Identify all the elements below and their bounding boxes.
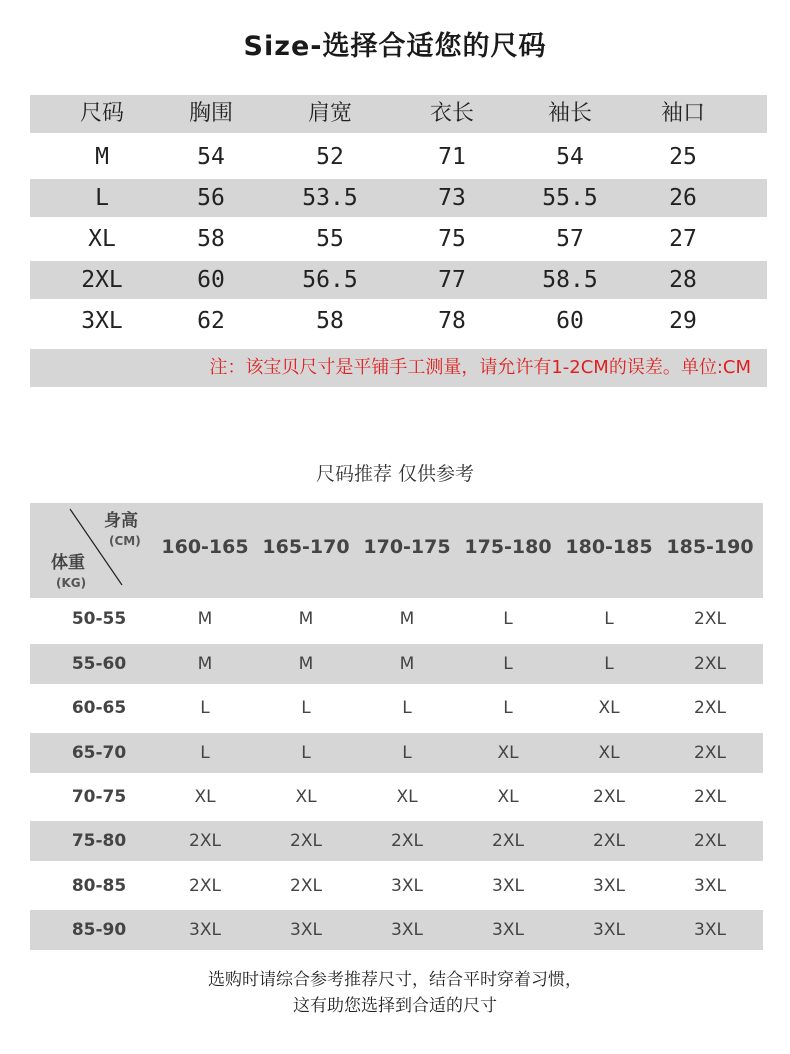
recommended-size-cell: M — [197, 654, 213, 674]
footer-text — [0, 967, 790, 1019]
corner-height-unit: (CM) — [109, 534, 141, 548]
recommended-size-cell: 2XL — [492, 831, 524, 851]
recommended-size-cell: 3XL — [593, 920, 625, 940]
recommended-size-cell: 3XL — [290, 920, 322, 940]
size-table-cell: 75 — [438, 226, 466, 252]
recommended-size-cell: M — [197, 609, 213, 629]
recommend-row — [30, 733, 763, 773]
recommended-size-cell: 3XL — [391, 876, 423, 896]
recommended-size-cell: XL — [396, 787, 418, 807]
recommended-size-cell: M — [399, 654, 415, 674]
recommend-subtitle: 尺码推荐 仅供参考 — [315, 463, 475, 485]
size-table-row — [30, 220, 767, 258]
recommended-size-cell: M — [298, 654, 314, 674]
size-table-cell: 27 — [669, 226, 697, 252]
size-table-row — [30, 302, 767, 340]
height-range-header: 160-165 — [161, 536, 249, 558]
weight-range-cell: 55-60 — [71, 654, 127, 674]
recommended-size-cell: 2XL — [189, 876, 221, 896]
size-table-row — [30, 261, 767, 299]
size-table-header-cell: 尺码 — [79, 101, 125, 126]
corner-height-label: 身高 — [104, 511, 138, 531]
size-table-cell: 77 — [438, 267, 466, 293]
recommended-size-cell: L — [402, 698, 412, 718]
recommended-size-cell: 2XL — [694, 654, 726, 674]
recommended-size-cell: L — [503, 654, 513, 674]
recommended-size-cell: L — [604, 654, 614, 674]
size-table-cell: 26 — [669, 185, 697, 211]
recommended-size-cell: 2XL — [593, 831, 625, 851]
height-range-header: 165-170 — [262, 536, 350, 558]
recommended-size-cell: XL — [295, 787, 317, 807]
footer-line-1: 选购时请综合参考推荐尺寸，结合平时穿着习惯， — [208, 970, 582, 990]
size-table-cell: 58 — [197, 226, 225, 252]
footer-line-2: 这有助您选择到合适的尺寸 — [293, 996, 497, 1016]
size-table-cell: 52 — [316, 144, 344, 170]
size-table-cell: 53.5 — [302, 185, 358, 211]
weight-range-cell: 80-85 — [71, 876, 127, 896]
recommend-row — [30, 910, 763, 950]
recommended-size-cell: 3XL — [492, 920, 524, 940]
size-table-row — [30, 138, 767, 176]
recommend-row — [30, 644, 763, 684]
corner-weight-label: 体重 — [51, 553, 85, 573]
recommended-size-cell: 2XL — [189, 831, 221, 851]
recommended-size-cell: XL — [194, 787, 216, 807]
size-table-cell: 2XL — [81, 267, 123, 293]
height-range-header: 180-185 — [565, 536, 653, 558]
size-table-cell: 56 — [197, 185, 225, 211]
recommended-size-cell: 3XL — [492, 876, 524, 896]
weight-range-cell: 70-75 — [71, 787, 127, 807]
size-table-cell: 62 — [197, 308, 225, 334]
height-range-header: 170-175 — [363, 536, 451, 558]
size-table-cell: 58 — [316, 308, 344, 334]
recommended-size-cell: 3XL — [391, 920, 423, 940]
size-table-cell: 78 — [438, 308, 466, 334]
height-range-header: 175-180 — [464, 536, 552, 558]
size-table-header-cell: 胸围 — [188, 101, 234, 126]
recommended-size-cell: 2XL — [694, 698, 726, 718]
size-table-cell: 29 — [669, 308, 697, 334]
recommend-row — [30, 866, 763, 906]
recommend-row — [30, 688, 763, 728]
weight-range-cell: 60-65 — [71, 698, 127, 718]
recommended-size-cell: 3XL — [694, 920, 726, 940]
measurement-note: 注：该宝贝尺寸是平铺手工测量，请允许有1-2CM的误差。单位:CM — [209, 357, 751, 378]
recommended-size-cell: XL — [598, 698, 620, 718]
recommended-size-cell: 3XL — [694, 876, 726, 896]
recommended-size-cell: 2XL — [694, 831, 726, 851]
recommended-size-cell: 2XL — [694, 609, 726, 629]
size-table-header-cell: 袖长 — [547, 101, 593, 126]
recommended-size-cell: L — [200, 698, 210, 718]
size-table-cell: L — [95, 185, 109, 211]
recommended-size-cell: L — [503, 698, 513, 718]
size-table-cell: 25 — [669, 144, 697, 170]
size-table-cell: 54 — [556, 144, 584, 170]
recommended-size-cell: XL — [497, 787, 519, 807]
recommended-size-cell: M — [298, 609, 314, 629]
recommended-size-cell: 3XL — [593, 876, 625, 896]
weight-range-cell: 50-55 — [71, 609, 127, 629]
weight-range-cell: 75-80 — [71, 831, 127, 851]
recommended-size-cell: L — [604, 609, 614, 629]
recommended-size-cell: 2XL — [290, 831, 322, 851]
recommended-size-cell: 2XL — [391, 831, 423, 851]
recommended-size-cell: L — [301, 698, 311, 718]
recommended-size-cell: L — [402, 743, 412, 763]
recommend-row — [30, 821, 763, 861]
size-table-row — [30, 179, 767, 217]
size-table-cell: XL — [88, 226, 116, 252]
size-table-header-cell: 衣长 — [429, 101, 475, 126]
recommended-size-cell: XL — [598, 743, 620, 763]
recommend-row — [30, 599, 763, 639]
recommended-size-cell: 3XL — [189, 920, 221, 940]
size-table-cell: 55 — [316, 226, 344, 252]
recommended-size-cell: 2XL — [593, 787, 625, 807]
size-table-cell: 71 — [438, 144, 466, 170]
size-table-cell: 60 — [556, 308, 584, 334]
size-table-header-cell: 袖口 — [660, 101, 706, 126]
height-range-header: 185-190 — [666, 536, 754, 558]
size-table-cell: 3XL — [81, 308, 123, 334]
size-table-cell: 54 — [197, 144, 225, 170]
recommend-row — [30, 777, 763, 817]
size-table-header-cell: 肩宽 — [307, 101, 353, 126]
size-table-header-row — [30, 95, 767, 133]
recommended-size-cell: 2XL — [694, 787, 726, 807]
recommended-size-cell: L — [503, 609, 513, 629]
corner-weight-unit: (KG) — [56, 576, 87, 590]
measurement-note-bar — [30, 349, 767, 387]
size-table-cell: 73 — [438, 185, 466, 211]
recommended-size-cell: M — [399, 609, 415, 629]
size-table-cell: 55.5 — [542, 185, 598, 211]
size-table-cell: 60 — [197, 267, 225, 293]
recommended-size-cell: 2XL — [694, 743, 726, 763]
weight-range-cell: 65-70 — [71, 743, 127, 763]
size-table-cell: 57 — [556, 226, 584, 252]
size-table-cell: 56.5 — [302, 267, 358, 293]
recommended-size-cell: XL — [497, 743, 519, 763]
recommended-size-cell: L — [200, 743, 210, 763]
size-table-cell: 58.5 — [542, 267, 598, 293]
recommended-size-cell: 2XL — [290, 876, 322, 896]
size-table-cell: M — [95, 144, 109, 170]
size-table-cell: 28 — [669, 267, 697, 293]
weight-range-cell: 85-90 — [71, 920, 127, 940]
page-title: Size-选择合适您的尺码 — [243, 31, 547, 62]
recommended-size-cell: L — [301, 743, 311, 763]
